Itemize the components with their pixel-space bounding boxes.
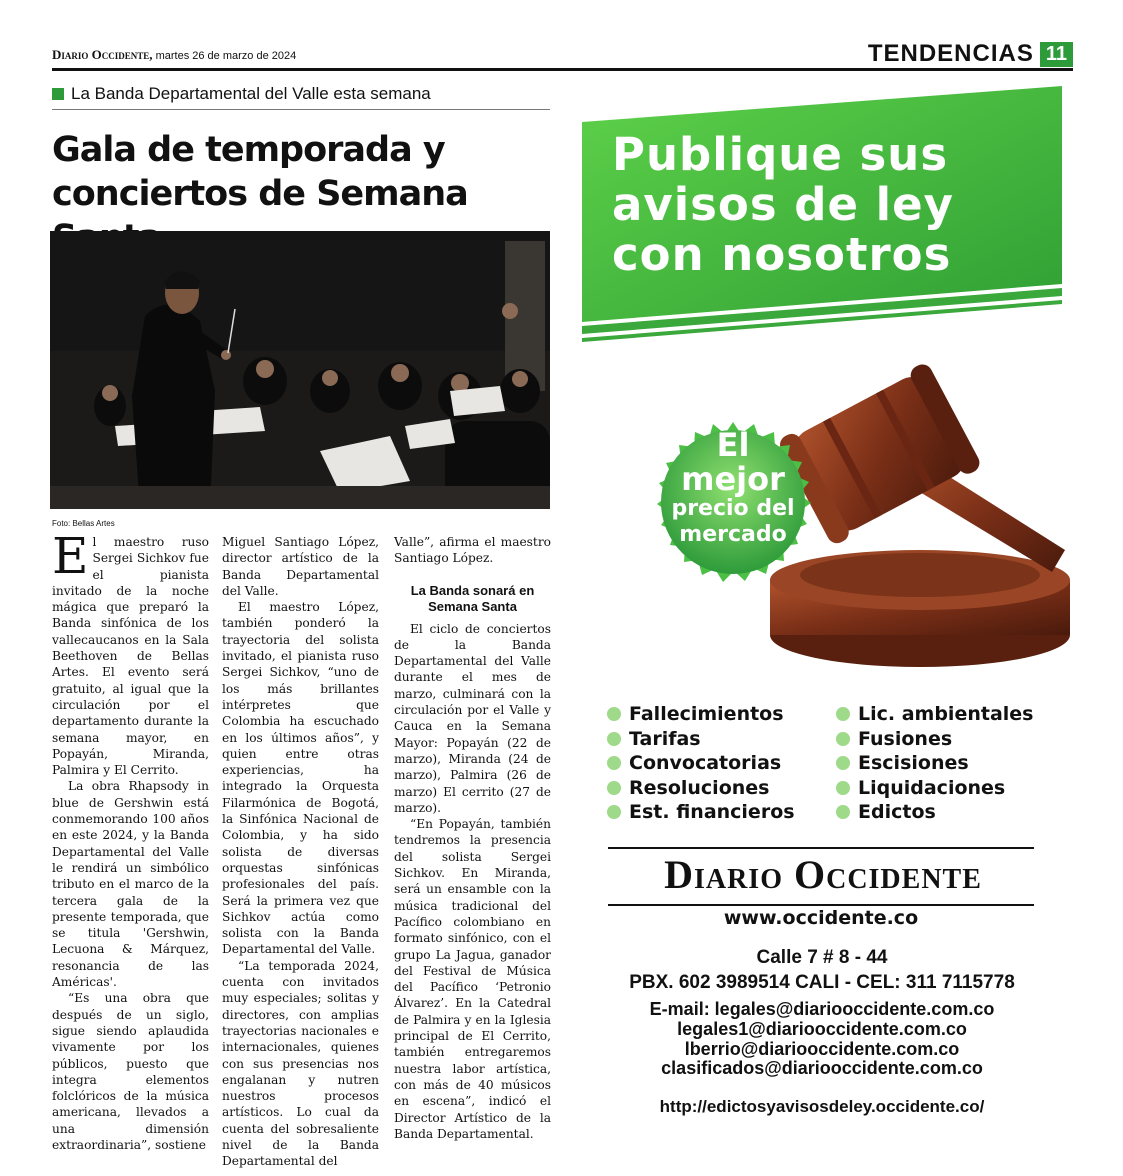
bullet-icon [836, 805, 850, 819]
bullet-icon [836, 732, 850, 746]
paragraph: El maestro López, también ponderó la trayectoria del solista invitado, el pianista ruso Sergei Sichkov, “uno de los más brillantes intérpretes que Colombia ha escuchado en los últimos años”, y quien entre otras experiencias, ha integrado la Orquesta Filarmónica de Bogotá, la Sinfónica Nacional de Colombia, y ha sido solista de diversas orquestas sinfónicas profesionales del país. Será la primera vez que Sichkov actúa como solista con la Banda Departamental del Valle. [222, 600, 379, 957]
ad-title [612, 130, 1052, 280]
contact-email-4[interactable]: clasificados@diariooccidente.com.co [661, 1058, 983, 1078]
paragraph: “La temporada 2024, cuenta con invitados muy especiales; solitas y directores, con amplias trayectorias nacionales e internacionales, quienes con sus presencias nos engalanan y nutren nuestros procesos artísticos. Lo cual da cuenta del sobresaliente nivel de la Banda Departamental del [222, 958, 379, 1169]
category-item [836, 727, 1033, 752]
category-label: Fusiones [858, 727, 953, 750]
category-item [607, 800, 795, 825]
category-item [836, 751, 1033, 776]
bullet-icon [607, 732, 621, 746]
contact-address: Calle 7 # 8 - 44 [756, 947, 888, 968]
bullet-icon [607, 805, 621, 819]
category-label: Lic. ambientales [858, 703, 1034, 725]
orchestra-photo [50, 231, 550, 509]
notice-categories-right [836, 702, 1033, 825]
logo-text: Diario Occidente [664, 852, 982, 897]
section-title: TENDENCIAS [867, 40, 1034, 67]
bullet-icon [836, 707, 850, 721]
category-item [836, 702, 1033, 727]
orchestra-photo-illustration [50, 231, 550, 509]
paragraph: El ciclo de conciertos de la Banda Departamental del Valle durante el mes de marzo, culminará con la circulación por el Valle y Cauca en la Semana Mayor: Popayán (22 de marzo), Miranda (24 de marzo), Palmira (26 de marzo) El cerrito (27 de marzo). [394, 621, 551, 815]
category-item [836, 776, 1033, 801]
paragraph: “Es una obra que después de un siglo, sigue siendo aplaudida vivamente por los públicos, puesto que integra elementos folclóricos de la música americana, llevados a una dimensión extraordinaria”, sostiene [52, 991, 209, 1152]
headline-line-2: conciertos de Semana [52, 174, 468, 214]
paragraph: La obra Rhapsody in blue de Gershwin está conmemorando 100 años en este 2024, y la Banda Departamental del Valle le rendirá un simbólico tributo en el marco de la tercera gala de la presente temporada, que se titula 'Gershwin, Lecuona & Márquez, resonancia de las Américas'. [52, 779, 209, 990]
category-item [836, 800, 1033, 825]
issue-date: martes 26 de marzo de 2024 [155, 50, 297, 62]
article-kicker [52, 84, 550, 110]
category-item [607, 776, 795, 801]
contact-phones: PBX. 602 3989514 CALI - CEL: 311 7115778 [629, 972, 1015, 993]
paragraph: Valle”, afirma el maestro Santiago López. [394, 535, 551, 566]
contact-email-1[interactable]: E-mail: legales@diariooccidente.com.co [649, 999, 995, 1019]
bullet-icon [607, 781, 621, 795]
headline-line-1: Gala de temporada y [52, 130, 445, 170]
category-label: Edictos [858, 801, 936, 823]
diario-occidente-logo [608, 847, 1038, 903]
photo-credit: Foto: Bellas Artes [52, 519, 115, 528]
category-label: Escisiones [858, 752, 969, 774]
category-label: Convocatorias [629, 752, 782, 774]
category-item [607, 702, 795, 727]
paper-name: Diario Occidente, [52, 47, 153, 62]
header-rule [52, 68, 1073, 71]
kicker-square-icon [52, 88, 64, 100]
article-subhead: La Banda sonará en Semana Santa [410, 582, 535, 614]
category-label: Resoluciones [629, 776, 770, 799]
category-label: Liquidaciones [858, 776, 1006, 799]
article-column-1 [52, 527, 209, 1153]
contact-web-link[interactable]: http://edictosyavisosdeley.occidente.co/ [659, 1097, 985, 1116]
logo-rule-bottom [608, 904, 1034, 906]
notice-categories-left [607, 702, 795, 825]
badge-line-3: precio del [671, 496, 795, 521]
category-label: Est. financieros [629, 801, 795, 823]
article-column-3 [394, 534, 551, 1142]
bullet-icon [607, 707, 621, 721]
article-column-2 [222, 534, 379, 1170]
header-dateline [52, 47, 296, 63]
kicker-text: La Banda Departamental del Valle esta semana [71, 84, 431, 103]
bullet-icon [836, 756, 850, 770]
category-item [607, 751, 795, 776]
category-label: Fallecimientos [629, 703, 784, 725]
ad-title-line-3: con nosotros [612, 228, 952, 281]
badge-line-4: mercado [679, 522, 787, 547]
bullet-icon [607, 756, 621, 770]
logo-website[interactable]: www.occidente.co [723, 907, 919, 929]
badge-line-1: El [716, 426, 750, 464]
badge-text [633, 428, 833, 548]
bullet-icon [836, 781, 850, 795]
contact-email-3[interactable]: lberrio@diariooccidente.com.co [684, 1039, 960, 1059]
section-header [868, 40, 1073, 68]
category-label: Tarifas [629, 727, 701, 750]
badge-line-2: mejor [681, 460, 785, 498]
ad-title-line-2: avisos de ley [612, 178, 954, 231]
ad-title-line-1: Publique sus [612, 128, 949, 181]
category-item [607, 727, 795, 752]
page-number: 11 [1040, 42, 1073, 67]
paragraph: “En Popayán, también tendremos la presencia del solista Sergei Sichkov. En Miranda, será un ensamble con la música tradicional del Pacífico colombiano en formato sinfónico, con el grupo La Jagua, ganador del Festival de Música del Pacífico ‘Petronio Álvarez’. En la Catedral de Palmira y en la Iglesia principal de El Cerrito, también entregaremos nuestra labor artística, con más de 40 músicos en escena”, indicó el Director Artístico de la Banda Departamental. [394, 817, 551, 1141]
drop-cap: E [52, 527, 89, 585]
paragraph: Miguel Santiago López, director artístico de la Banda Departamental del Valle. [222, 535, 379, 598]
paragraph: l maestro ruso Sergei Sichkov fue el pianista invitado de la noche mágica que preparó la Banda sinfónica de los vallecaucanos en la Sala Beethoven de Bellas Artes. El evento será gratuito, al igual que la circulación por el departamento durante la semana mayor, en Popayán, Miranda, Palmira y El Cerrito. [52, 535, 209, 778]
contact-email-2[interactable]: legales1@diariooccidente.com.co [677, 1019, 967, 1039]
